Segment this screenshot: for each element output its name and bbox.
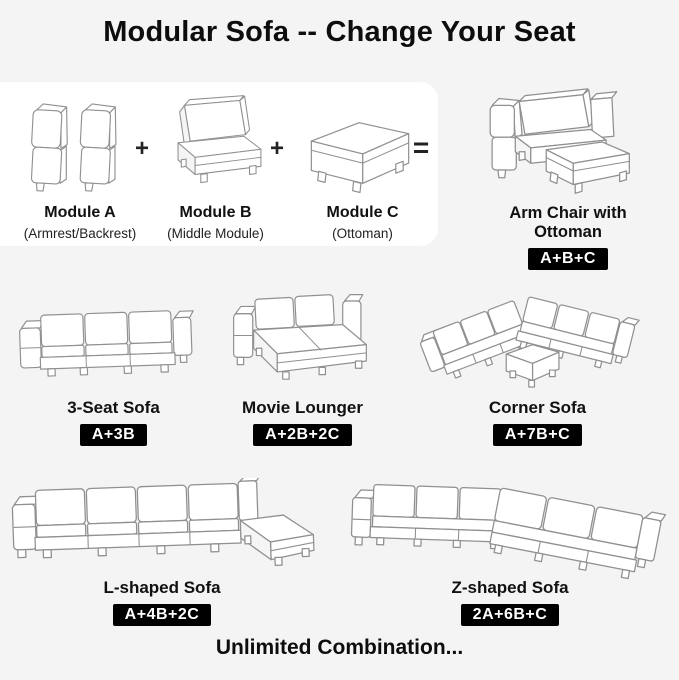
corner-sofa-icon [414, 288, 654, 390]
movie-lounger-icon [230, 290, 380, 392]
footer-text: Unlimited Combination... [215, 636, 464, 659]
combo-card-3-seat [16, 398, 211, 446]
formula-badge: A+2B+2C [253, 424, 352, 446]
formula-badge: A+4B+2C [113, 604, 212, 626]
module-c-sub: (Ottoman) [332, 226, 393, 241]
module-c-caption [285, 204, 440, 241]
equals-sign: = [412, 132, 430, 163]
combo-name: Movie Lounger [242, 398, 363, 417]
result-name: Arm Chair with Ottoman [509, 204, 627, 241]
module-c-ottoman-icon [300, 108, 420, 198]
combo-card-l-shaped [62, 578, 262, 626]
module-a-armrest-panels-icon [28, 98, 128, 196]
combo-card-corner-sofa [440, 398, 635, 446]
module-a-caption [0, 204, 160, 241]
plus-sign-2: + [269, 135, 284, 162]
page-title: Modular Sofa -- Change Your Seat [103, 16, 576, 48]
module-b-sub: (Middle Module) [167, 226, 264, 241]
result-caption [478, 204, 658, 270]
formula-badge: A+3B [80, 424, 147, 446]
module-b-caption [138, 204, 293, 241]
combo-card-movie-lounger [205, 398, 400, 446]
combo-card-z-shaped [410, 578, 610, 626]
module-b-armless-seat-icon [160, 94, 270, 198]
formula-badge: 2A+6B+C [461, 604, 560, 626]
arm-chair-with-ottoman-icon [482, 86, 652, 200]
l-shaped-sofa-icon [8, 478, 326, 576]
plus-sign-1: + [134, 135, 149, 162]
formula-badge: A+B+C [528, 248, 608, 270]
z-shaped-sofa-icon [350, 474, 672, 582]
combo-name: 3-Seat Sofa [67, 398, 160, 417]
module-a-name: Module A [44, 204, 116, 221]
combo-name: Z-shaped Sofa [451, 578, 569, 597]
combo-name: Corner Sofa [488, 398, 587, 417]
combo-name: L-shaped Sofa [103, 578, 221, 597]
three-seat-sofa-icon [16, 304, 201, 383]
formula-badge: A+7B+C [493, 424, 582, 446]
module-a-sub: (Armrest/Backrest) [23, 226, 137, 241]
module-c-name: Module C [326, 204, 399, 221]
module-b-name: Module B [179, 204, 252, 221]
